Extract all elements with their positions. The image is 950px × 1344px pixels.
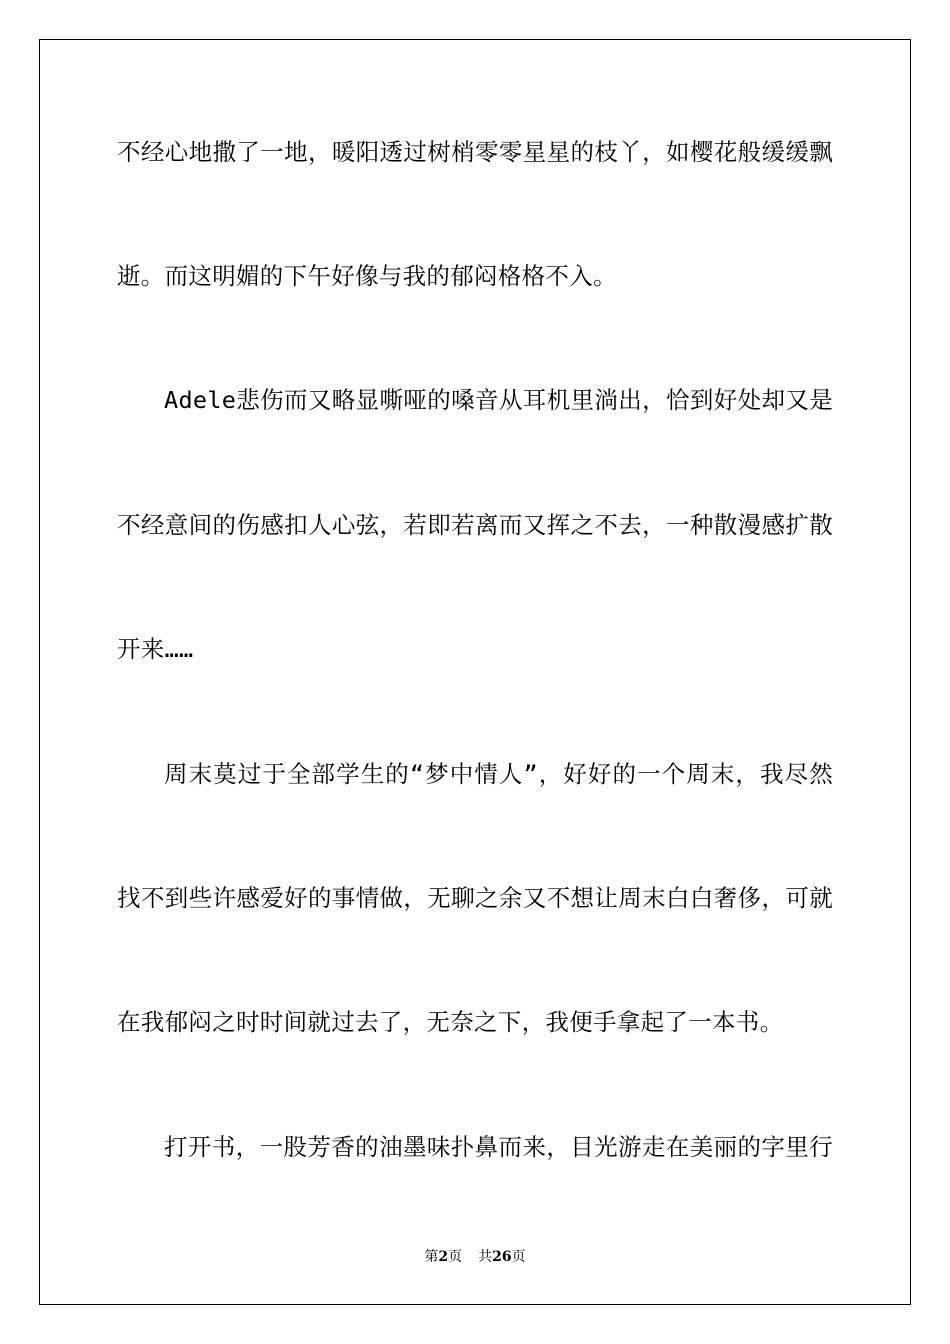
page-unit: 页 — [448, 1249, 463, 1265]
text-line: 打开书，一股芳香的油墨味扑鼻而来，目光游走在美丽的字里行 — [164, 1133, 833, 1161]
current-page-number: 2 — [438, 1249, 449, 1265]
text-line: Adele悲伤而又略显嘶哑的嗓音从耳机里淌出，恰到好处却又是 — [164, 386, 833, 414]
total-unit: 页 — [511, 1249, 526, 1265]
total-page-count: 26 — [492, 1249, 512, 1265]
page-prefix: 第 — [424, 1249, 439, 1265]
page-border — [39, 39, 911, 1305]
page-footer — [0, 1248, 950, 1266]
text-line: 逝。而这明媚的下午好像与我的郁闷格格不入。 — [117, 262, 617, 290]
text-line: 开来…… — [117, 635, 194, 663]
text-line: 在我郁闷之时时间就过去了，无奈之下，我便手拿起了一本书。 — [117, 1008, 784, 1036]
text-line: 找不到些许感爱好的事情做，无聊之余又不想让周末白白奢侈，可就 — [117, 884, 833, 912]
text-line: 不经意间的伤感扣人心弦，若即若离而又挥之不去，一种散漫感扩散 — [117, 511, 833, 539]
text-line: 不经心地撒了一地，暖阳透过树梢零零星星的枝丫，如樱花般缓缓飘 — [117, 138, 833, 166]
text-line: 周末莫过于全部学生的“梦中情人”，好好的一个周末，我尽然 — [164, 760, 833, 788]
total-prefix: 共 — [478, 1249, 493, 1265]
